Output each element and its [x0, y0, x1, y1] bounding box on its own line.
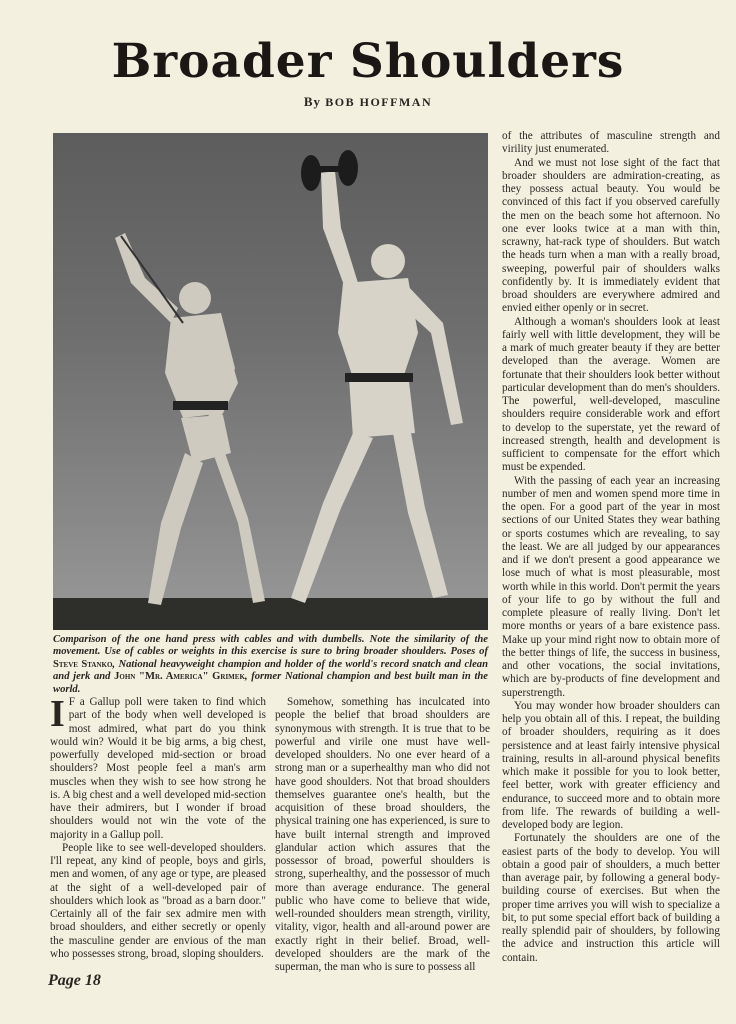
column-middle — [275, 696, 490, 974]
byline — [0, 94, 736, 110]
paragraph: And we must not lose sight of the fact that broader shoulders are admiration-creating, as they possess actual beauty. You would be convinced of this fact if you observed carefully the men on the beach some hot afternoon. No one ever looks twice at a man with thin, scrawny, hat-rack type of shoulders. But watch the heads turn when a man with a really broad, sweeping, powerful pair of shoulders walks confidently by. It is immediately evident that broad shoulders are everywhere admired and envied either openly or in secret. — [502, 156, 720, 315]
article-photo — [53, 133, 488, 630]
paragraph: of the attributes of masculine strength and virility just enumerated. — [502, 130, 720, 156]
paragraph — [50, 693, 266, 842]
caption-text: , National heavyweight champion and holder of the world's record snatch and clean and jerk and — [53, 658, 488, 683]
paragraph: Somehow, something has inculcated into people the belief that broad shoulders are synonymous with strength. It is true that to be powerful and virile one must have well-developed shoulders. No one ever heard of a strong man or a superhealthy man who did not have good shoulders. Not that broad shoulders themselves guarantee one's health, but the acquisition of these broad shoulders, the physical training one has experienced, is sure to have built internal strength and improved glandular action which assures that the possessor of broad, powerful shoulders is strong, superhealthy, and the possessor of much more than average endurance. The general public who have come to believe that wide, well-rounded shoulders mean strength, virility, vitality, vigor, health and all-around power are exactly right in their belief. Broad, well-developed shoulders are the mark of the superman, the man who is sure to possess all — [275, 696, 490, 973]
paragraph: People like to see well-developed shoulders. I'll repeat, any kind of people, boys and girls, men and women, of any age or type, are pleased at the sight of a well-developed pair of shoulders which look as "broad as a barn door." Certainly all of the fair sex admire men with broad shoulders, and either secretly or openly the masculine gender are envious of the man who possesses strong, broad, sloping shoulders. — [50, 841, 266, 960]
photo-figure-left — [115, 233, 265, 605]
byline-prefix: By — [303, 94, 322, 109]
paragraph: Fortunately the shoulders are one of the easiest parts of the body to develop. You will obtain a good pair of shoulders, a much better than average pair, by following a general body-building course of exercises. But when the proper time arrives you will wish to specialize a bit, to put some special effort back of building a really splendid pair of shoulders, by following the advice and instruction this article will contain. — [502, 832, 720, 964]
column-left — [50, 693, 266, 961]
photo-ground — [53, 598, 488, 630]
photo-caption — [53, 634, 488, 696]
drop-cap: I — [50, 693, 65, 735]
author-name: BOB HOFFMAN — [325, 95, 433, 109]
page-number: Page 18 — [48, 972, 101, 989]
photo-belt-left — [173, 401, 228, 410]
caption-text: Comparison of the one hand press with cables and with dumbells. Note the similarity of the movement. Use of cables or weights in this exercise is sure to bring broader shoulders. Poses of — [53, 634, 488, 658]
paragraph: Although a woman's shoulders look at least fairly well with little development, they will be a mark of much greater beauty if they are better developed than the average. Women are fortunate that their shoulders look better without particular development than do men's shoulders. The powerful, well-developed, masculine shoulders require considerable work and effort to develop to the superstate, yet the reward of increased strength, health and development is sufficient to compensate for the effort which must be expended. — [502, 315, 720, 474]
column-right — [502, 130, 720, 965]
photo-figure-right — [291, 171, 463, 603]
article-title: Broader Shoulders — [111, 34, 625, 89]
paragraph-text: F a Gallup poll were taken to find which part of the body when well developed is most admired, what part do you think would win? Would it be big arms, a big chest, powerfully developed mid-section or broad shoulders? Most people feel a man's arm muscles when they wish to see how strong he is. A big chest and a well developed mid-section have their admirers, but I wonder if broad shoulders would not win the vote of the majority in a Gallup poll. — [50, 696, 266, 841]
paragraph: You may wonder how broader shoulders can help you obtain all of this. I repeat, the building of broader shoulders, requiring as it does persistence and at least fairly intensive physical training, results in all-around physical benefits which make it possible for you to look better, feel better, work with greater efficiency and endurance, to succeed more and to obtain more from life. The rewards of building a well-developed body are legion. — [502, 699, 720, 831]
photo-belt-right — [345, 373, 413, 382]
paragraph: With the passing of each year an increasing number of men and women spend more time in the open. For a good part of the year in most sections of our United States they wear bathing or sports costumes which are revealing, to say the least. We are all judged by our appearances and if we don't present a good appearance we lose much of what is most pleasurable, most worth while in this world. Don't permit the years of your life to go by without the full and complete pleasure of really living. Don't let more months or years of a bare existence pass. Make up your mind right now to obtain more of the better things of life, the success in business, and other vocations, the social invitations, which are by-products of fine development and superstrength. — [502, 474, 720, 699]
caption-text: , former National champion and best built man in the world. — [53, 671, 488, 695]
caption-name-stanko: Steve Stanko — [53, 658, 113, 670]
caption-name-grimek: John "Mr. America" Grimek — [114, 671, 245, 683]
photo-strongmen-illustration — [53, 133, 488, 630]
